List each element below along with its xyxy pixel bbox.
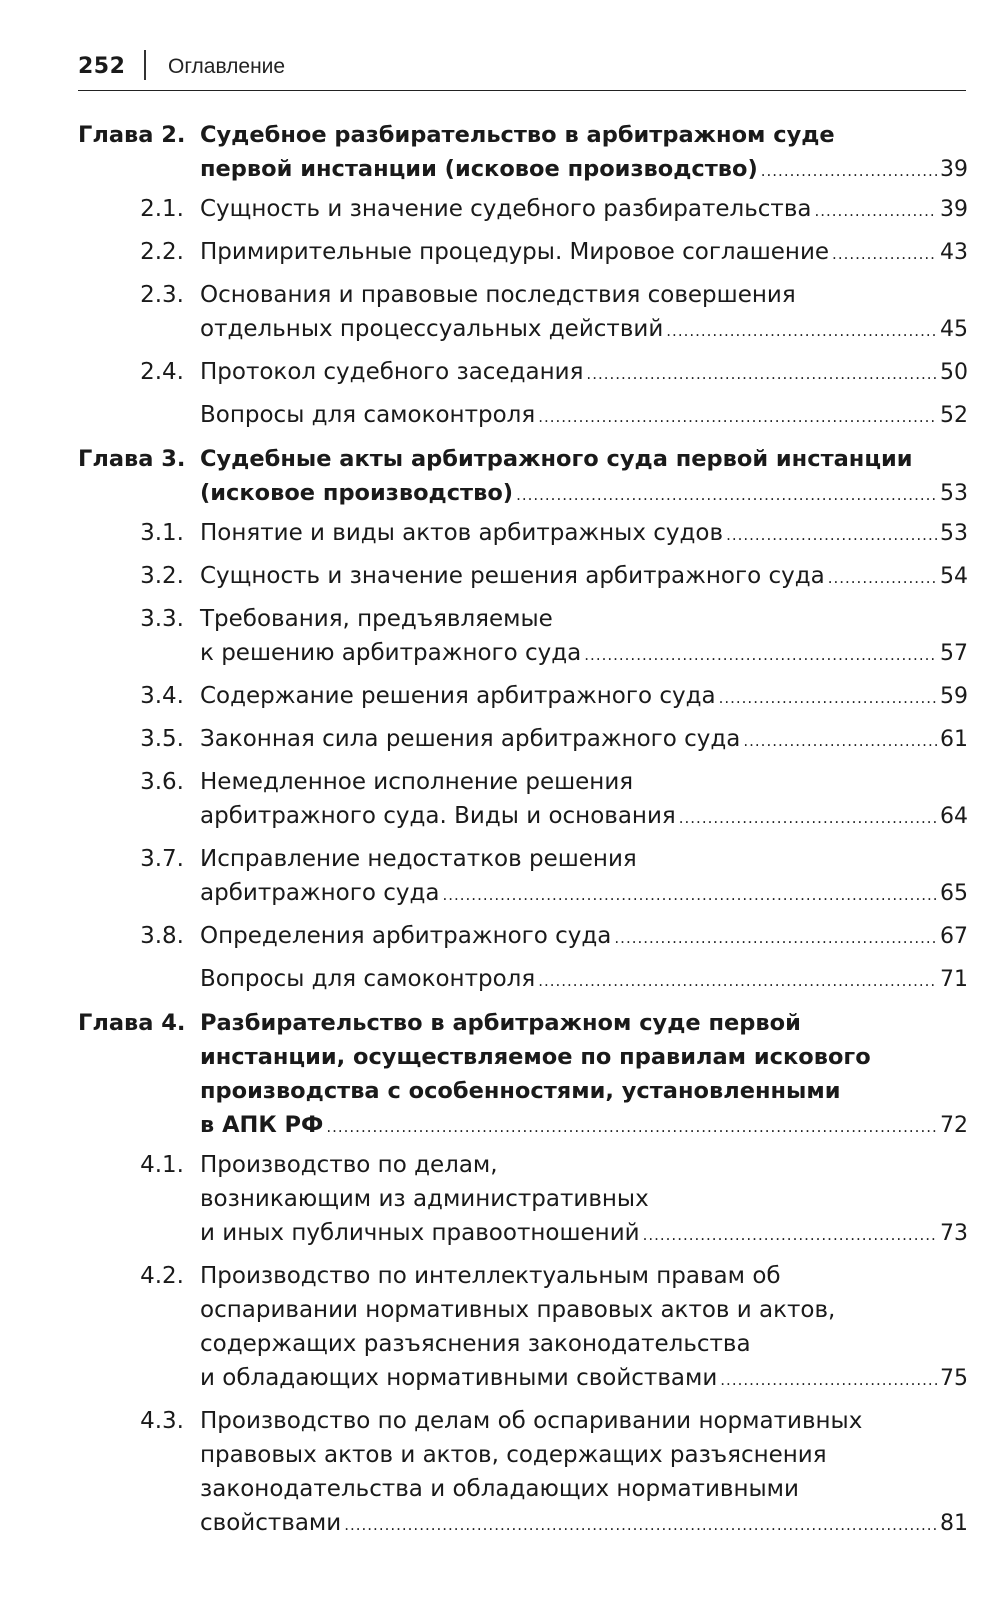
toc-chapter[interactable] (78, 118, 968, 188)
toc-page-number: 54 (940, 564, 968, 589)
toc-entry-title (200, 919, 968, 955)
toc-page-number: 39 (940, 197, 968, 222)
toc-title-text: Немедленное исполнение решения (200, 769, 634, 795)
toc-section[interactable] (78, 1259, 968, 1397)
toc-title-line (200, 1472, 968, 1506)
toc-title-line (200, 919, 968, 955)
toc-entry-number: Глава 3. (78, 446, 186, 472)
toc-chapter[interactable] (78, 442, 968, 512)
toc-section[interactable] (78, 559, 968, 595)
toc-section[interactable] (78, 1148, 968, 1252)
toc-section[interactable] (78, 398, 968, 434)
toc-section[interactable] (78, 1404, 968, 1542)
toc-entry-number: 2.4. (140, 359, 184, 385)
toc-entry-number: 3.3. (140, 606, 184, 632)
toc-entry-title (200, 442, 968, 512)
toc-title-text: Протокол судебного заседания (200, 359, 584, 385)
toc-entry-number: 2.3. (140, 282, 184, 308)
dot-leader (344, 1508, 937, 1542)
toc-title-text: (исковое производство) (200, 480, 514, 506)
toc-section[interactable] (78, 355, 968, 391)
toc-title-line (200, 1361, 968, 1397)
toc-page-number: 72 (940, 1113, 968, 1138)
page-header (78, 48, 966, 91)
toc-title-line (200, 1216, 968, 1252)
toc-entry-number: 3.5. (140, 726, 184, 752)
toc-title-text: Производство по интеллектуальным правам об (200, 1263, 781, 1289)
dot-leader (442, 878, 937, 912)
toc-title-text: возникающим из административных (200, 1186, 649, 1212)
toc-title-text: Вопросы для самоконтроля (200, 402, 536, 428)
toc-title-line (200, 1040, 968, 1074)
toc-entry-number: Глава 4. (78, 1010, 186, 1036)
toc-title-line (200, 722, 968, 758)
toc-page-number: 75 (940, 1366, 968, 1391)
toc-title-text: Исправление недостатков решения (200, 846, 637, 872)
toc-title-text: Производство по делам, (200, 1152, 498, 1178)
dot-leader (761, 154, 937, 188)
toc-page-number: 53 (940, 521, 968, 546)
toc-title-line (200, 1404, 968, 1438)
dot-leader (326, 1110, 937, 1144)
toc-title-line (200, 636, 968, 672)
toc-title-text: Законная сила решения арбитражного суда (200, 726, 741, 752)
toc-chapter[interactable] (78, 1006, 968, 1144)
toc-title-line (200, 1148, 968, 1182)
toc-entry-number: 3.2. (140, 563, 184, 589)
toc-title-line (200, 799, 968, 835)
toc-entry-title (200, 516, 968, 552)
toc-entry-title (200, 1259, 968, 1397)
toc-title-line (200, 398, 968, 434)
toc-entry-title (200, 722, 968, 758)
header-separator (144, 50, 146, 80)
toc-title-line (200, 559, 968, 595)
toc-page-number: 73 (940, 1221, 968, 1246)
toc-entry-title (200, 355, 968, 391)
toc-title-line (200, 152, 968, 188)
toc-title-text: содержащих разъяснения законодательства (200, 1331, 751, 1357)
table-of-contents (78, 118, 968, 1549)
dot-leader (516, 478, 937, 512)
toc-title-text: свойствами (200, 1510, 342, 1536)
toc-title-line (200, 192, 968, 228)
toc-title-text: Основания и правовые последствия совершения (200, 282, 796, 308)
toc-title-line (200, 516, 968, 552)
toc-title-line (200, 1293, 968, 1327)
dot-leader (828, 561, 937, 595)
toc-title-line (200, 442, 968, 476)
toc-page-number: 39 (940, 157, 968, 182)
toc-page-number: 59 (940, 684, 968, 709)
toc-title-text: законодательства и обладающих нормативными (200, 1476, 799, 1502)
toc-page-number: 67 (940, 924, 968, 949)
toc-title-text: Сущность и значение решения арбитражного суда (200, 563, 825, 589)
toc-page-number: 52 (940, 403, 968, 428)
toc-page-number: 57 (940, 641, 968, 666)
dot-leader (814, 194, 937, 228)
dot-leader (726, 518, 937, 552)
toc-entry-title (200, 118, 968, 188)
toc-entry-number: 4.1. (140, 1152, 184, 1178)
toc-title-line (200, 765, 968, 799)
toc-entry-title (200, 1148, 968, 1252)
toc-entry-number: 4.3. (140, 1408, 184, 1434)
toc-entry-title (200, 962, 968, 998)
toc-title-line (200, 1006, 968, 1040)
toc-section[interactable] (78, 842, 968, 912)
dot-leader (666, 314, 937, 348)
toc-title-text: оспаривании нормативных правовых актов и актов, (200, 1297, 836, 1323)
toc-title-line (200, 876, 968, 912)
toc-title-line (200, 235, 968, 271)
toc-title-line (200, 602, 968, 636)
toc-title-text: арбитражного суда. Виды и основания (200, 803, 676, 829)
toc-title-text: правовых актов и актов, содержащих разъяснения (200, 1442, 827, 1468)
toc-page-number: 45 (940, 317, 968, 342)
toc-title-text: Производство по делам об оспаривании нормативных (200, 1408, 863, 1434)
toc-page-number: 53 (940, 481, 968, 506)
toc-title-text: Примирительные процедуры. Мировое соглашение (200, 239, 830, 265)
toc-title-text: Сущность и значение судебного разбирательства (200, 196, 812, 222)
dot-leader (614, 921, 937, 955)
toc-entry-number: 2.1. (140, 196, 184, 222)
toc-section[interactable] (78, 278, 968, 348)
toc-title-text: Вопросы для самоконтроля (200, 966, 536, 992)
toc-title-line (200, 1327, 968, 1361)
toc-entry-title (200, 679, 968, 715)
toc-entry-title (200, 602, 968, 672)
dot-leader (720, 1363, 937, 1397)
toc-entry-number: Глава 2. (78, 122, 186, 148)
toc-page-number: 43 (940, 240, 968, 265)
dot-leader (832, 237, 937, 271)
toc-entry-number: 4.2. (140, 1263, 184, 1289)
toc-title-line (200, 278, 968, 312)
toc-section[interactable] (78, 722, 968, 758)
toc-section[interactable] (78, 235, 968, 271)
toc-title-text: Требования, предъявляемые (200, 606, 553, 632)
toc-title-text: Понятие и виды актов арбитражных судов (200, 520, 724, 546)
toc-title-text: Определения арбитражного суда (200, 923, 612, 949)
toc-title-text: Содержание решения арбитражного суда (200, 683, 716, 709)
dot-leader (719, 681, 937, 715)
running-head: Оглавление (168, 55, 286, 78)
toc-section[interactable] (78, 602, 968, 672)
toc-entry-title (200, 1006, 968, 1144)
toc-title-line (200, 1438, 968, 1472)
toc-title-text: производства с особенностями, установленными (200, 1078, 841, 1104)
toc-title-text: и иных публичных правоотношений (200, 1220, 640, 1246)
toc-title-text: Судебные акты арбитражного суда первой инстанции (200, 446, 913, 472)
toc-entry-number: 3.6. (140, 769, 184, 795)
toc-entry-number: 3.7. (140, 846, 184, 872)
toc-page-number: 65 (940, 881, 968, 906)
dot-leader (679, 801, 937, 835)
toc-page-number: 71 (940, 967, 968, 992)
toc-entry-title (200, 765, 968, 835)
toc-title-text: и обладающих нормативными свойствами (200, 1365, 718, 1391)
toc-entry-number: 2.2. (140, 239, 184, 265)
dot-leader (538, 964, 937, 998)
toc-title-line (200, 355, 968, 391)
toc-section[interactable] (78, 679, 968, 715)
toc-entry-title (200, 559, 968, 595)
toc-entry-number: 3.8. (140, 923, 184, 949)
toc-entry-title (200, 235, 968, 271)
toc-page-number: 50 (940, 360, 968, 385)
page-number: 252 (78, 54, 126, 79)
dot-leader (743, 724, 937, 758)
toc-entry-title (200, 398, 968, 434)
toc-page-number: 61 (940, 727, 968, 752)
dot-leader (538, 400, 937, 434)
toc-title-text: к решению арбитражного суда (200, 640, 582, 666)
toc-title-text: арбитражного суда (200, 880, 440, 906)
toc-entry-number: 3.1. (140, 520, 184, 546)
toc-title-line (200, 1259, 968, 1293)
toc-section[interactable] (78, 516, 968, 552)
toc-page-number: 64 (940, 804, 968, 829)
toc-title-line (200, 1506, 968, 1542)
dot-leader (586, 357, 937, 391)
toc-title-line (200, 1108, 968, 1144)
toc-entry-title (200, 1404, 968, 1542)
toc-title-text: отдельных процессуальных действий (200, 316, 664, 342)
toc-title-text: Разбирательство в арбитражном суде первой (200, 1010, 801, 1036)
toc-entry-title (200, 842, 968, 912)
toc-section[interactable] (78, 192, 968, 228)
toc-title-line (200, 1074, 968, 1108)
toc-entry-title (200, 192, 968, 228)
toc-section[interactable] (78, 962, 968, 998)
toc-title-line (200, 118, 968, 152)
toc-title-line (200, 312, 968, 348)
toc-title-text: Судебное разбирательство в арбитражном суде (200, 122, 835, 148)
toc-section[interactable] (78, 919, 968, 955)
dot-leader (643, 1218, 937, 1252)
toc-title-text: инстанции, осуществляемое по правилам искового (200, 1044, 871, 1070)
toc-title-line (200, 1182, 968, 1216)
toc-title-line (200, 679, 968, 715)
toc-entry-number: 3.4. (140, 683, 184, 709)
toc-section[interactable] (78, 765, 968, 835)
toc-title-text: первой инстанции (исковое производство) (200, 156, 758, 182)
dot-leader (584, 638, 937, 672)
toc-entry-title (200, 278, 968, 348)
toc-page-number: 81 (940, 1511, 968, 1536)
toc-title-line (200, 962, 968, 998)
toc-title-text: в АПК РФ (200, 1112, 324, 1138)
toc-title-line (200, 842, 968, 876)
toc-title-line (200, 476, 968, 512)
